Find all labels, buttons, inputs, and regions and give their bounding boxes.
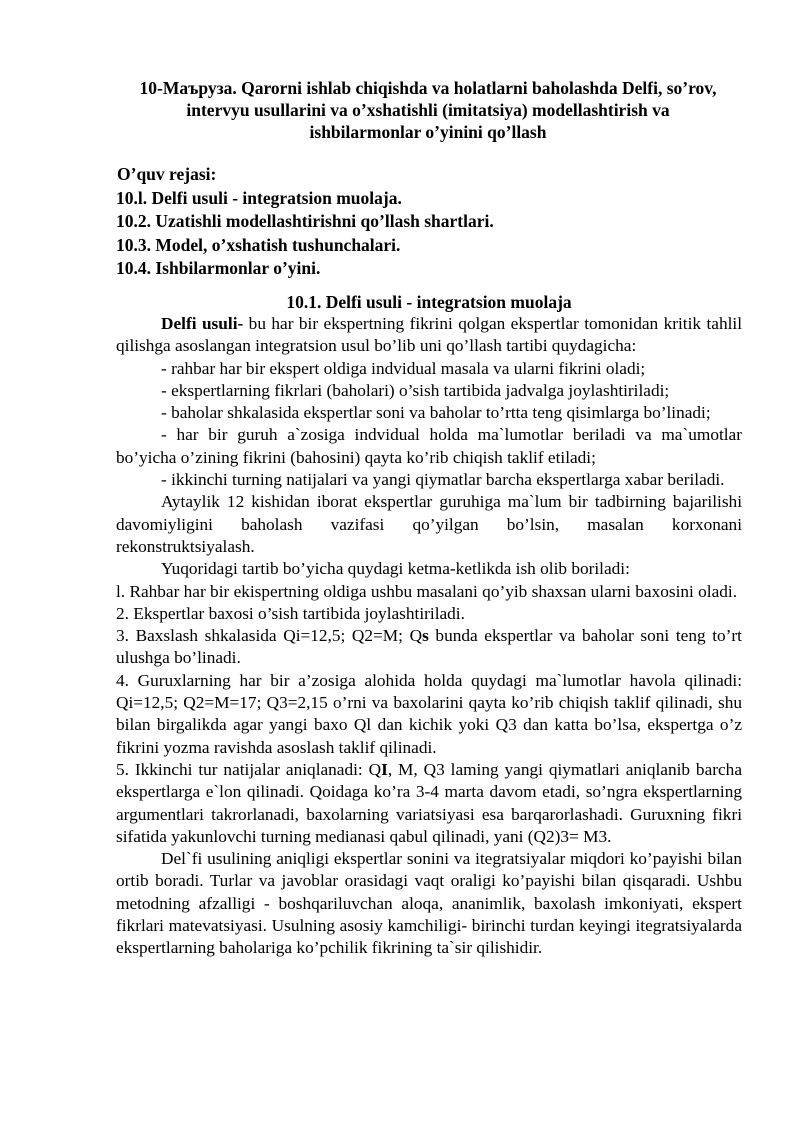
study-plan bbox=[116, 163, 494, 281]
intro-paragraph bbox=[116, 313, 742, 358]
plan-item: 10.4. Ishbilarmonlar o’yini. bbox=[116, 258, 321, 278]
numbered-item-5 bbox=[116, 759, 742, 848]
procedure-step: - ekspertlarning fikrlari (baholari) o’sish tartibida jadvalga joylashtiriladi; bbox=[161, 380, 670, 400]
procedure-step: - baholar shkalasida ekspertlar soni va baholar to’rtta teng qisimlarga bo’linadi; bbox=[161, 403, 711, 423]
plan-item: 10.3. Model, o’xshatish tushunchalari. bbox=[116, 234, 401, 255]
numbered-item-4: 4. Guruxlarning har bir a’zosiga alohida holda quydagi ma`lumotlar havola qilinadi: Qi=12,5; Q2=M=17; Q3=2,15 o’rni va baxolarini qayta ko’rib chiqish taklif qilinadi, shu bilan birgalikda agar yangi baxo Ql dan kichik yoki Q3 dan katta bo’lsa, ekspertga o’z fikrini yozma ravishda asoslash taklif qilinadi. bbox=[116, 670, 742, 757]
plan-item: 10.2. Uzatishli modellashtirishni qo’llash shartlari. bbox=[116, 211, 494, 231]
example-paragraph: Aytaylik 12 kishidan iborat ekspertlar guruhiga ma`lum bir tadbirning bajarilishi davomiyligini baholash vazifasi qo’yilgan bo’lsin, masalan korxonani rekonstruktsiyalash. bbox=[116, 492, 742, 556]
lecture-title bbox=[100, 77, 756, 143]
numbered-item-1: l. Rahbar har bir ekispertning oldiga ushbu masalani qo’yib shaxsan ularni baxosini oladi. bbox=[116, 581, 738, 601]
procedure-step: - rahbar har bir ekspert oldiga indvidual masala va ularni fikrini oladi; bbox=[161, 358, 646, 378]
procedure-step: - har bir guruh a`zosiga indvidual holda ma`lumotlar beriladi va ma`umotlar bo’yicha o’zining fikrini (bahosini) qayta ko’rib chiqish taklif etiladi; bbox=[116, 425, 742, 467]
item3-text-c: bunda ekspertlar va baholar soni teng to’rt ulushga bo’linadi. bbox=[116, 626, 742, 668]
title-line-1: 10-Маъруза. Qarorni ishlab chiqishda va holatlarni baholashda Delfi, so’rov, bbox=[139, 78, 717, 98]
numbered-item-2: 2. Ekspertlar baxosi o’sish tartibida joylashtiriladi. bbox=[116, 603, 465, 623]
procedure-step: - ikkinchi turning natijalari va yangi qiymatlar barcha ekspertlarga xabar beriladi. bbox=[161, 470, 725, 490]
title-line-2: intervyu usullarini va o’xshatishli (imitatsiya) modellashtirish va bbox=[186, 100, 670, 120]
numbered-item-3 bbox=[116, 625, 742, 670]
item5-text-a: 5. Ikkinchi tur natijalar aniqlanadi: Q bbox=[116, 759, 382, 779]
study-plan-heading: O’quv rejasi: bbox=[117, 164, 217, 184]
section-heading: 10.1. Delfi usuli - integratsion muolaja bbox=[286, 292, 572, 312]
item5-text-c: , M, Q3 laming yangi qiymatlari aniqlanib barcha ekspertlarga e`lon qilinadi. Qoidaga ko’ra 3-4 marta davom etadi, so’ngra ekspertlarning argumentlari takrorlanadi, baxolarning variatsiyasi esa barqarorlashadi. Guruxning fikri sifatida yakunlovchi turning medianasi qabul qilinadi, yani (Q2)3= M3. bbox=[116, 759, 742, 846]
title-line-3: ishbilarmonlar o’yinini qo’llash bbox=[309, 122, 547, 142]
order-intro: Yuqoridagi tartib bo’yicha quydagi ketma-ketlikda ish olib boriladi: bbox=[161, 559, 630, 579]
intro-text: bu har bir ekspertning fikrini qolgan ekspertlar tomonidan kritik tahlil qilishga asoslangan integratsion usul bo’lib uni qo’llash tartibi quydagicha: bbox=[116, 314, 742, 356]
intro-term: Delfi usuli- bbox=[161, 314, 244, 333]
item3-text-a: 3. Baxslash shkalasida Qi=12,5; Q2=M; Q bbox=[116, 626, 423, 646]
item3-bold-s: s bbox=[422, 626, 429, 646]
plan-item: 10.l. Delfi usuli - integratsion muolaja. bbox=[116, 187, 402, 208]
item5-bold-i: I bbox=[381, 759, 388, 779]
section-body bbox=[116, 313, 742, 960]
conclusion-paragraph: Del`fi usulining aniqligi ekspertlar sonini va itegratsiyalar miqdori ko’payishi bilan ortib boradi. Turlar va javoblar orasidagi vaqt oraligi ko’payishi bilan qisqaradi. Ushbu metodning afzalligi - boshqariluvchan aloqa, ananimlik, baxolash imkoniyati, ekspert fikrlari matevatsiyasi. Usulning asosiy kamchiligi- birinchi turdan keyingi itegratsiyalarda ekspertlarning baholariga ko’pchilik fikrining ta`sir qilishidir. bbox=[116, 849, 742, 958]
